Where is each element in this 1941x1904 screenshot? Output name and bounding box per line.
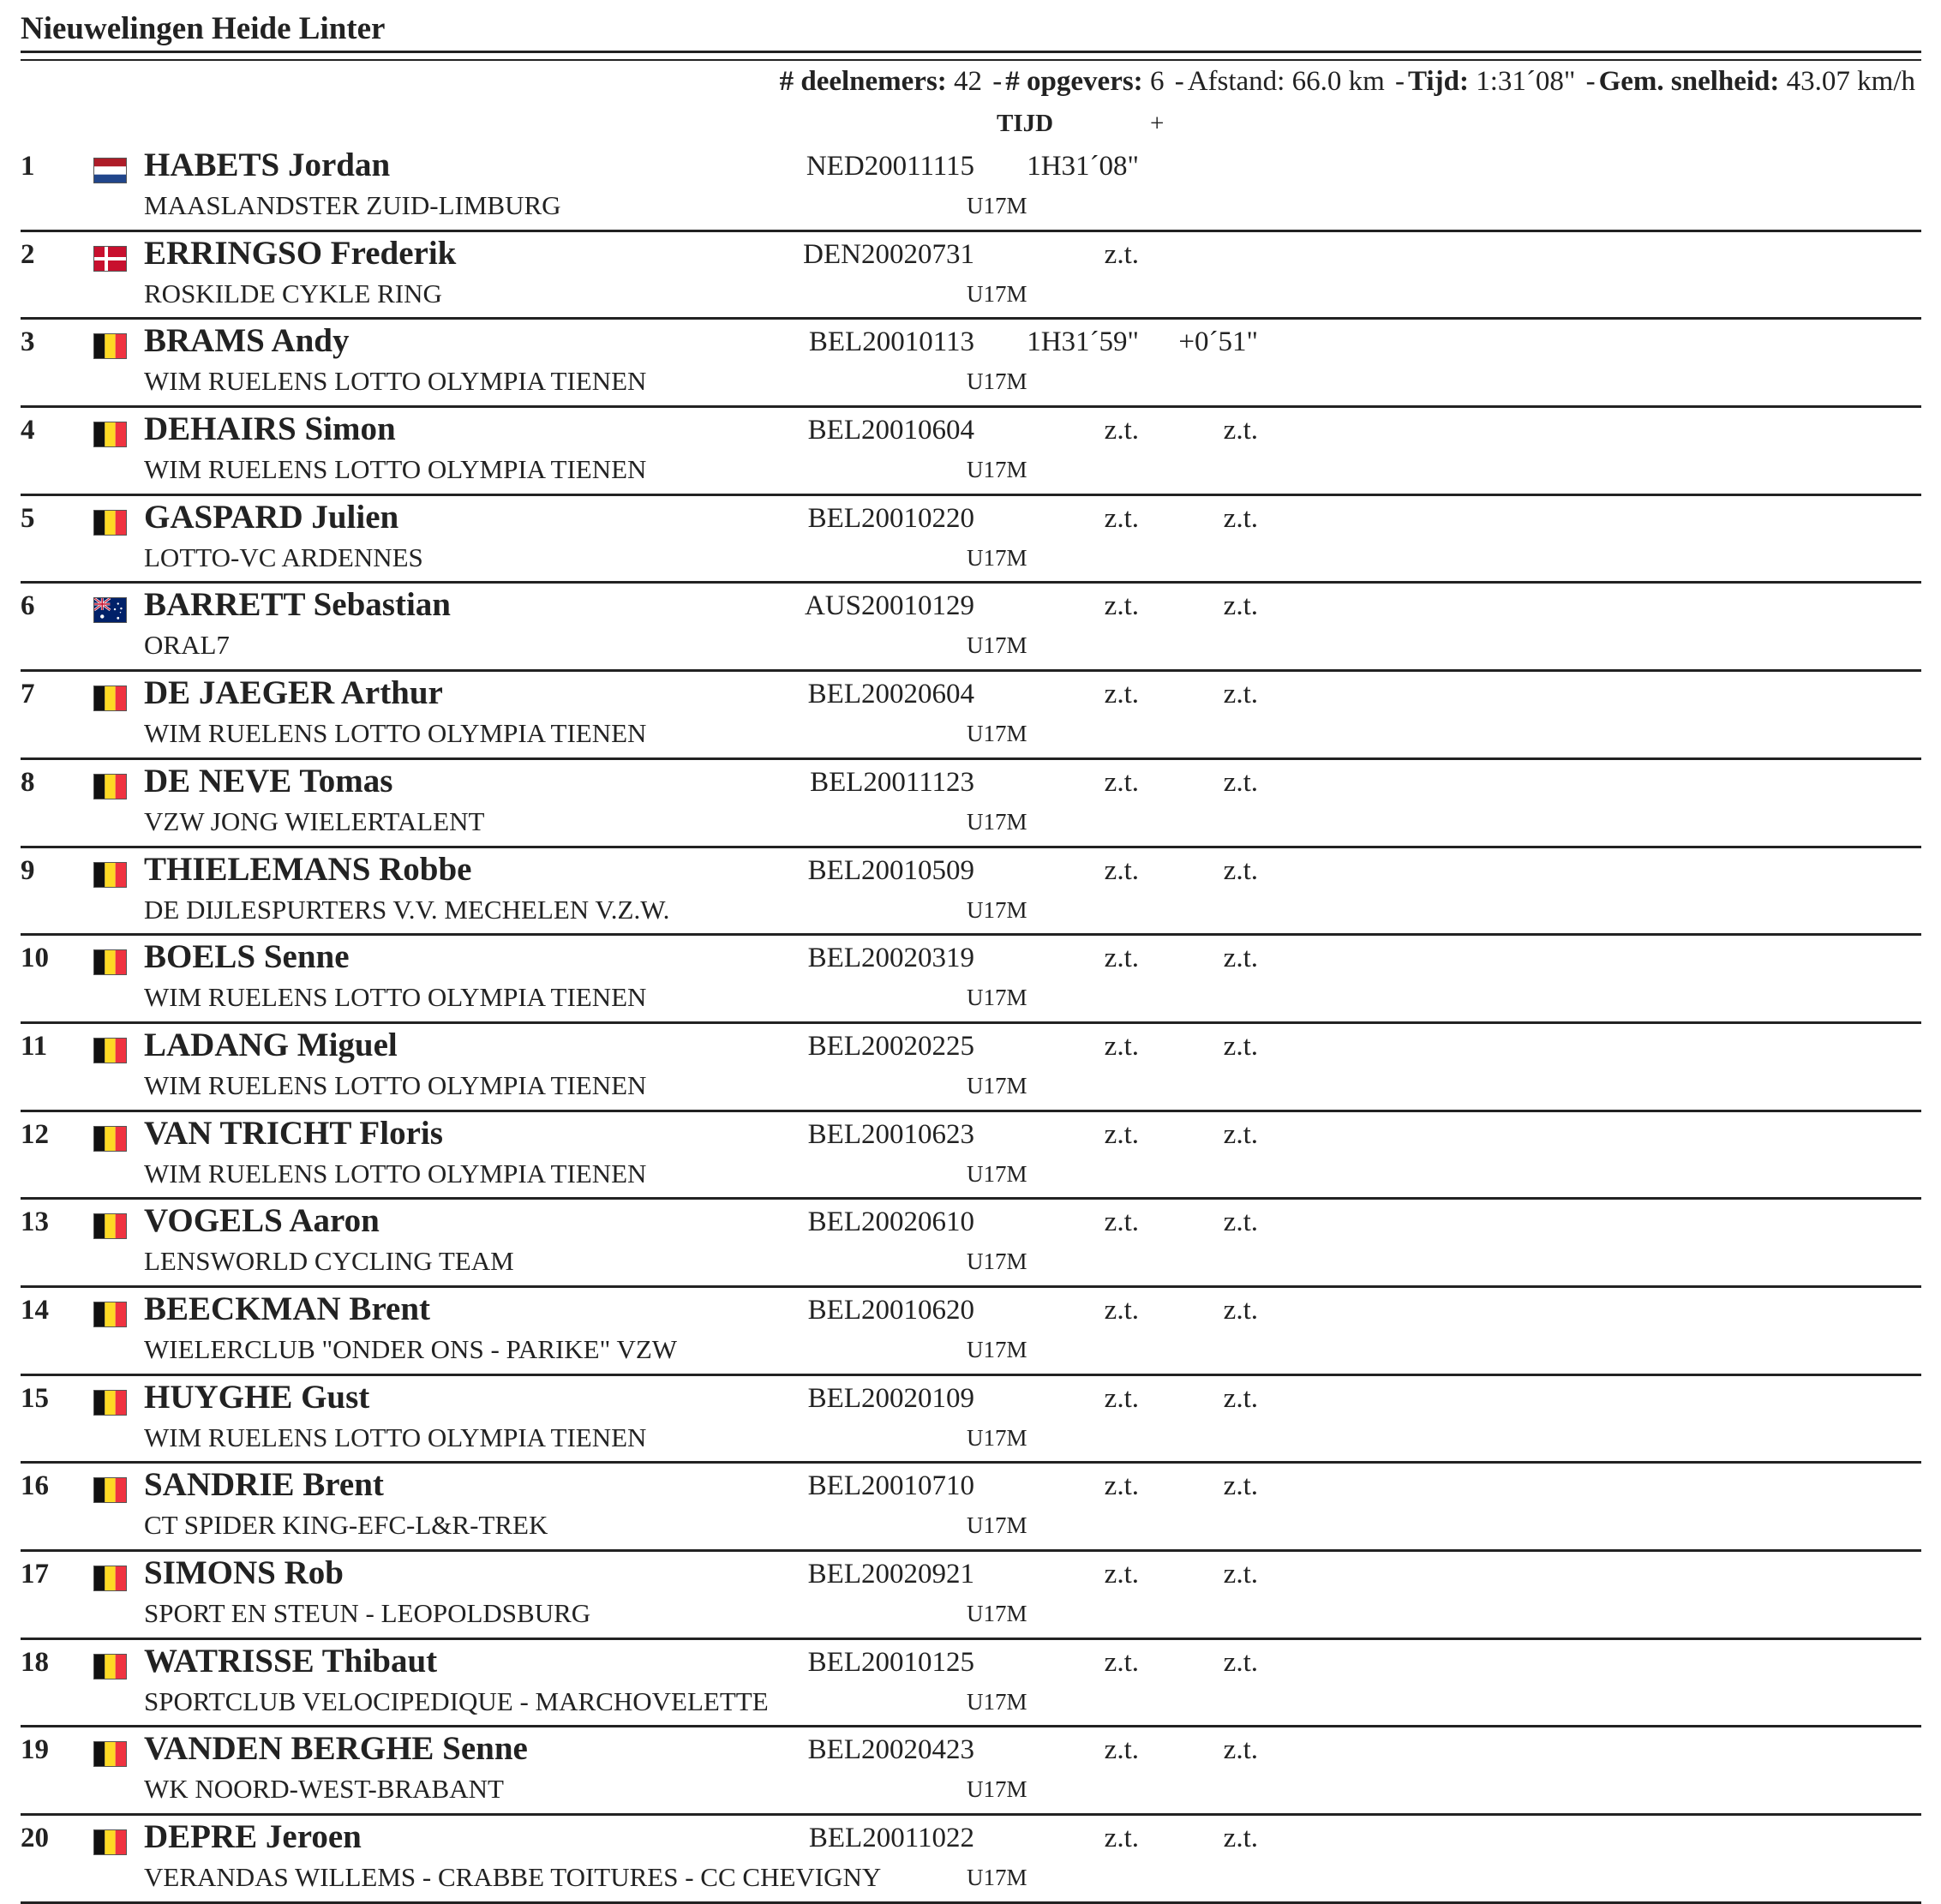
rider-category: U17M <box>967 457 1027 483</box>
rider-code: DEN20020731 <box>803 238 974 270</box>
bel-flag-icon <box>93 1038 127 1063</box>
rider-category: U17M <box>967 721 1027 747</box>
rider-code: BEL20010710 <box>807 1470 974 1502</box>
rider-team: SPORT EN STEUN - LEOPOLDSBURG <box>144 1598 591 1628</box>
row-divider <box>21 1901 1921 1904</box>
rider-code: BEL20020319 <box>807 943 974 974</box>
rider-name: BOELS Senne <box>144 938 350 976</box>
rider-time: z.t. <box>1104 1646 1139 1678</box>
rider-code: AUS20010129 <box>804 590 974 622</box>
rider-category: U17M <box>967 632 1027 659</box>
rider-name: WATRISSE Thibaut <box>144 1642 438 1679</box>
rider-rank: 10 <box>21 943 49 974</box>
aus-flag-icon <box>93 597 127 623</box>
bel-flag-icon <box>93 510 127 536</box>
rider-time: z.t. <box>1104 415 1139 446</box>
rider-code: BEL20010113 <box>808 326 974 358</box>
rider-time: 1H31´59" <box>1027 326 1139 358</box>
rider-gap: z.t. <box>1223 1734 1258 1766</box>
rider-gap: z.t. <box>1223 679 1258 710</box>
rider-rank: 5 <box>21 502 35 534</box>
rider-time: z.t. <box>1104 1382 1139 1414</box>
speed-label: Gem. snelheid: <box>1598 66 1780 97</box>
bel-flag-icon <box>93 862 127 888</box>
rider-category: U17M <box>967 896 1027 923</box>
rider-team: VZW JONG WIELERTALENT <box>144 805 485 836</box>
rider-rank: 18 <box>21 1646 49 1678</box>
rider-team: WIM RUELENS LOTTO OLYMPIA TIENEN <box>144 1158 647 1189</box>
race-stats <box>780 62 1915 101</box>
rider-team: WIM RUELENS LOTTO OLYMPIA TIENEN <box>144 982 647 1013</box>
bel-flag-icon <box>93 1566 127 1591</box>
rider-row <box>0 672 1941 760</box>
rider-name: DE JAEGER Arthur <box>144 674 443 712</box>
rider-name: SIMONS Rob <box>144 1554 344 1591</box>
rider-code: BEL20020423 <box>807 1734 974 1766</box>
rider-name: VAN TRICHT Floris <box>144 1114 443 1152</box>
rider-time: z.t. <box>1104 502 1139 534</box>
bel-flag-icon <box>93 1302 127 1327</box>
rider-name: HUYGHE Gust <box>144 1378 370 1416</box>
rider-gap: z.t. <box>1223 1559 1258 1590</box>
rider-gap: +0´51" <box>1178 326 1258 358</box>
rider-row <box>0 1376 1941 1464</box>
stats-separator: - <box>1395 66 1405 97</box>
rider-rank: 2 <box>21 238 35 270</box>
bel-flag-icon <box>93 1829 127 1855</box>
rider-category: U17M <box>967 1776 1027 1803</box>
rider-team: WIM RUELENS LOTTO OLYMPIA TIENEN <box>144 366 647 397</box>
rider-rank: 14 <box>21 1294 49 1326</box>
rider-time: z.t. <box>1104 943 1139 974</box>
rider-category: U17M <box>967 1336 1027 1362</box>
rider-category: U17M <box>967 368 1027 395</box>
rider-category: U17M <box>967 1512 1027 1539</box>
rider-time: z.t. <box>1104 1030 1139 1062</box>
rider-category: U17M <box>967 544 1027 571</box>
rider-code: BEL20020109 <box>807 1382 974 1414</box>
rider-time: z.t. <box>1104 238 1139 270</box>
rider-category: U17M <box>967 280 1027 307</box>
rider-code: BEL20011022 <box>808 1823 974 1854</box>
rider-category: U17M <box>967 1248 1027 1275</box>
rider-row <box>0 1640 1941 1728</box>
bel-flag-icon <box>93 1477 127 1503</box>
rider-team: WIM RUELENS LOTTO OLYMPIA TIENEN <box>144 1069 647 1100</box>
rider-row <box>0 1552 1941 1640</box>
rider-gap: z.t. <box>1223 854 1258 886</box>
rider-row <box>0 1024 1941 1112</box>
rider-code: BEL20010623 <box>807 1118 974 1150</box>
participants-value: 42 <box>954 66 983 97</box>
rider-row <box>0 760 1941 848</box>
distance-label: Afstand: <box>1187 66 1285 97</box>
rider-category: U17M <box>967 1160 1027 1187</box>
rider-team: ROSKILDE CYKLE RING <box>144 278 442 308</box>
rider-row <box>0 936 1941 1024</box>
rider-team: WIM RUELENS LOTTO OLYMPIA TIENEN <box>144 1422 647 1452</box>
rider-category: U17M <box>967 1424 1027 1451</box>
rider-team: VERANDAS WILLEMS - CRABBE TOITURES - CC CHEVIGNY <box>144 1862 882 1893</box>
rider-time: z.t. <box>1104 1559 1139 1590</box>
bel-flag-icon <box>93 1390 127 1416</box>
rider-category: U17M <box>967 1688 1027 1715</box>
rider-rank: 6 <box>21 590 35 622</box>
rider-name: LADANG Miguel <box>144 1026 398 1063</box>
rider-row <box>0 408 1941 496</box>
rider-rank: 11 <box>21 1030 48 1062</box>
rider-name: DEHAIRS Simon <box>144 410 396 448</box>
rider-team: WIELERCLUB "ONDER ONS - PARIKE" VZW <box>144 1333 678 1364</box>
rider-team: SPORTCLUB VELOCIPEDIQUE - MARCHOVELETTE <box>144 1685 769 1716</box>
rider-rank: 13 <box>21 1206 49 1238</box>
rider-category: U17M <box>967 1601 1027 1626</box>
rider-name: THIELEMANS Robbe <box>144 850 472 888</box>
rider-gap: z.t. <box>1223 1646 1258 1678</box>
rider-rank: 4 <box>21 415 35 446</box>
bel-flag-icon <box>93 686 127 711</box>
bel-flag-icon <box>93 1213 127 1239</box>
rider-name: VOGELS Aaron <box>144 1202 380 1240</box>
results-list <box>0 144 1941 1904</box>
rider-name: BEECKMAN Brent <box>144 1290 431 1327</box>
rider-rank: 7 <box>21 679 35 710</box>
bel-flag-icon <box>93 774 127 799</box>
rider-team: MAASLANDSTER ZUID-LIMBURG <box>144 190 561 220</box>
rider-time: z.t. <box>1104 854 1139 886</box>
rider-gap: z.t. <box>1223 943 1258 974</box>
rider-code: BEL20011123 <box>810 766 974 798</box>
rider-gap: z.t. <box>1223 766 1258 798</box>
stats-separator: - <box>1585 66 1596 97</box>
rider-team: CT SPIDER KING-EFC-L&R-TREK <box>144 1510 548 1541</box>
ned-flag-icon <box>93 158 127 183</box>
bel-flag-icon <box>93 1741 127 1767</box>
rider-team: DE DIJLESPURTERS V.V. MECHELEN V.Z.W. <box>144 894 670 925</box>
title-divider-secondary <box>21 59 1921 61</box>
rider-row <box>0 1816 1941 1904</box>
rider-rank: 8 <box>21 766 35 798</box>
rider-rank: 19 <box>21 1734 49 1766</box>
column-header-gap: + <box>1150 110 1165 137</box>
bel-flag-icon <box>93 1126 127 1152</box>
speed-value: 43.07 km/h <box>1786 66 1915 97</box>
rider-time: z.t. <box>1104 679 1139 710</box>
rider-code: BEL20020225 <box>807 1030 974 1062</box>
rider-row <box>0 1288 1941 1376</box>
bel-flag-icon <box>93 1654 127 1679</box>
bel-flag-icon <box>93 333 127 359</box>
rider-name: GASPARD Julien <box>144 498 399 536</box>
rider-time: z.t. <box>1104 1734 1139 1766</box>
dropouts-label: # opgevers: <box>1005 66 1143 97</box>
rider-name: SANDRIE Brent <box>144 1466 384 1504</box>
title-divider <box>21 51 1921 53</box>
rider-time: z.t. <box>1104 1294 1139 1326</box>
stats-separator: - <box>992 66 1003 97</box>
rider-rank: 20 <box>21 1823 49 1854</box>
rider-code: BEL20010604 <box>807 415 974 446</box>
rider-time: z.t. <box>1104 766 1139 798</box>
dropouts-value: 6 <box>1149 66 1165 97</box>
bel-flag-icon <box>93 422 127 447</box>
rider-time: 1H31´08" <box>1027 151 1139 182</box>
rider-gap: z.t. <box>1223 1294 1258 1326</box>
rider-row <box>0 232 1941 320</box>
rider-gap: z.t. <box>1223 502 1258 534</box>
rider-team: WIM RUELENS LOTTO OLYMPIA TIENEN <box>144 454 647 485</box>
rider-row <box>0 496 1941 584</box>
rider-row <box>0 1200 1941 1288</box>
rider-name: BRAMS Andy <box>144 322 350 360</box>
stats-separator: - <box>1174 66 1184 97</box>
rider-time: z.t. <box>1104 1118 1139 1150</box>
rider-gap: z.t. <box>1223 1206 1258 1238</box>
bel-flag-icon <box>93 949 127 975</box>
rider-team: WK NOORD-WEST-BRABANT <box>144 1774 504 1805</box>
rider-time: z.t. <box>1104 1206 1139 1238</box>
rider-team: WIM RUELENS LOTTO OLYMPIA TIENEN <box>144 718 647 749</box>
rider-category: U17M <box>967 1072 1027 1099</box>
rider-rank: 3 <box>21 326 35 358</box>
column-header-time: TIJD <box>997 110 1054 137</box>
rider-name: BARRETT Sebastian <box>144 586 451 624</box>
rider-row <box>0 320 1941 408</box>
participants-label: # deelnemers: <box>779 66 947 97</box>
rider-team: ORAL7 <box>144 630 230 661</box>
rider-row <box>0 144 1941 232</box>
den-flag-icon <box>93 246 127 272</box>
rider-row <box>0 1112 1941 1200</box>
rider-category: U17M <box>967 985 1027 1011</box>
rider-name: VANDEN BERGHE Senne <box>144 1730 528 1768</box>
rider-code: BEL20020921 <box>807 1559 974 1590</box>
page-title: Nieuwelingen Heide Linter <box>21 11 386 46</box>
rider-rank: 1 <box>21 151 35 182</box>
rider-category: U17M <box>967 808 1027 835</box>
rider-rank: 16 <box>21 1470 49 1502</box>
rider-rank: 15 <box>21 1382 49 1414</box>
rider-gap: z.t. <box>1223 1382 1258 1414</box>
rider-name: DEPRE Jeroen <box>144 1818 362 1856</box>
rider-gap: z.t. <box>1223 1118 1258 1150</box>
time-label: Tijd: <box>1408 66 1469 97</box>
time-value: 1:31´08" <box>1476 66 1576 97</box>
rider-rank: 12 <box>21 1118 49 1150</box>
rider-row <box>0 848 1941 937</box>
rider-code: BEL20020610 <box>807 1206 974 1238</box>
rider-row <box>0 1727 1941 1816</box>
rider-row <box>0 1464 1941 1552</box>
rider-rank: 17 <box>21 1559 49 1590</box>
rider-name: DE NEVE Tomas <box>144 762 393 799</box>
rider-gap: z.t. <box>1223 1470 1258 1502</box>
rider-category: U17M <box>967 1865 1027 1891</box>
rider-code: BEL20010509 <box>807 854 974 886</box>
distance-value: 66.0 km <box>1291 66 1385 97</box>
rider-code: NED20011115 <box>806 151 974 182</box>
rider-time: z.t. <box>1104 1823 1139 1854</box>
rider-code: BEL20010620 <box>807 1294 974 1326</box>
rider-gap: z.t. <box>1223 415 1258 446</box>
rider-team: LENSWORLD CYCLING TEAM <box>144 1246 514 1277</box>
rider-name: ERRINGSO Frederik <box>144 234 457 272</box>
rider-row <box>0 584 1941 672</box>
rider-code: BEL20010220 <box>807 502 974 534</box>
rider-code: BEL20010125 <box>807 1646 974 1678</box>
rider-gap: z.t. <box>1223 1030 1258 1062</box>
rider-gap: z.t. <box>1223 590 1258 622</box>
rider-code: BEL20020604 <box>807 679 974 710</box>
rider-rank: 9 <box>21 854 35 886</box>
rider-team: LOTTO-VC ARDENNES <box>144 542 423 572</box>
rider-name: HABETS Jordan <box>144 147 391 183</box>
rider-category: U17M <box>967 193 1027 219</box>
rider-time: z.t. <box>1104 590 1139 622</box>
rider-gap: z.t. <box>1223 1823 1258 1854</box>
rider-time: z.t. <box>1104 1470 1139 1502</box>
